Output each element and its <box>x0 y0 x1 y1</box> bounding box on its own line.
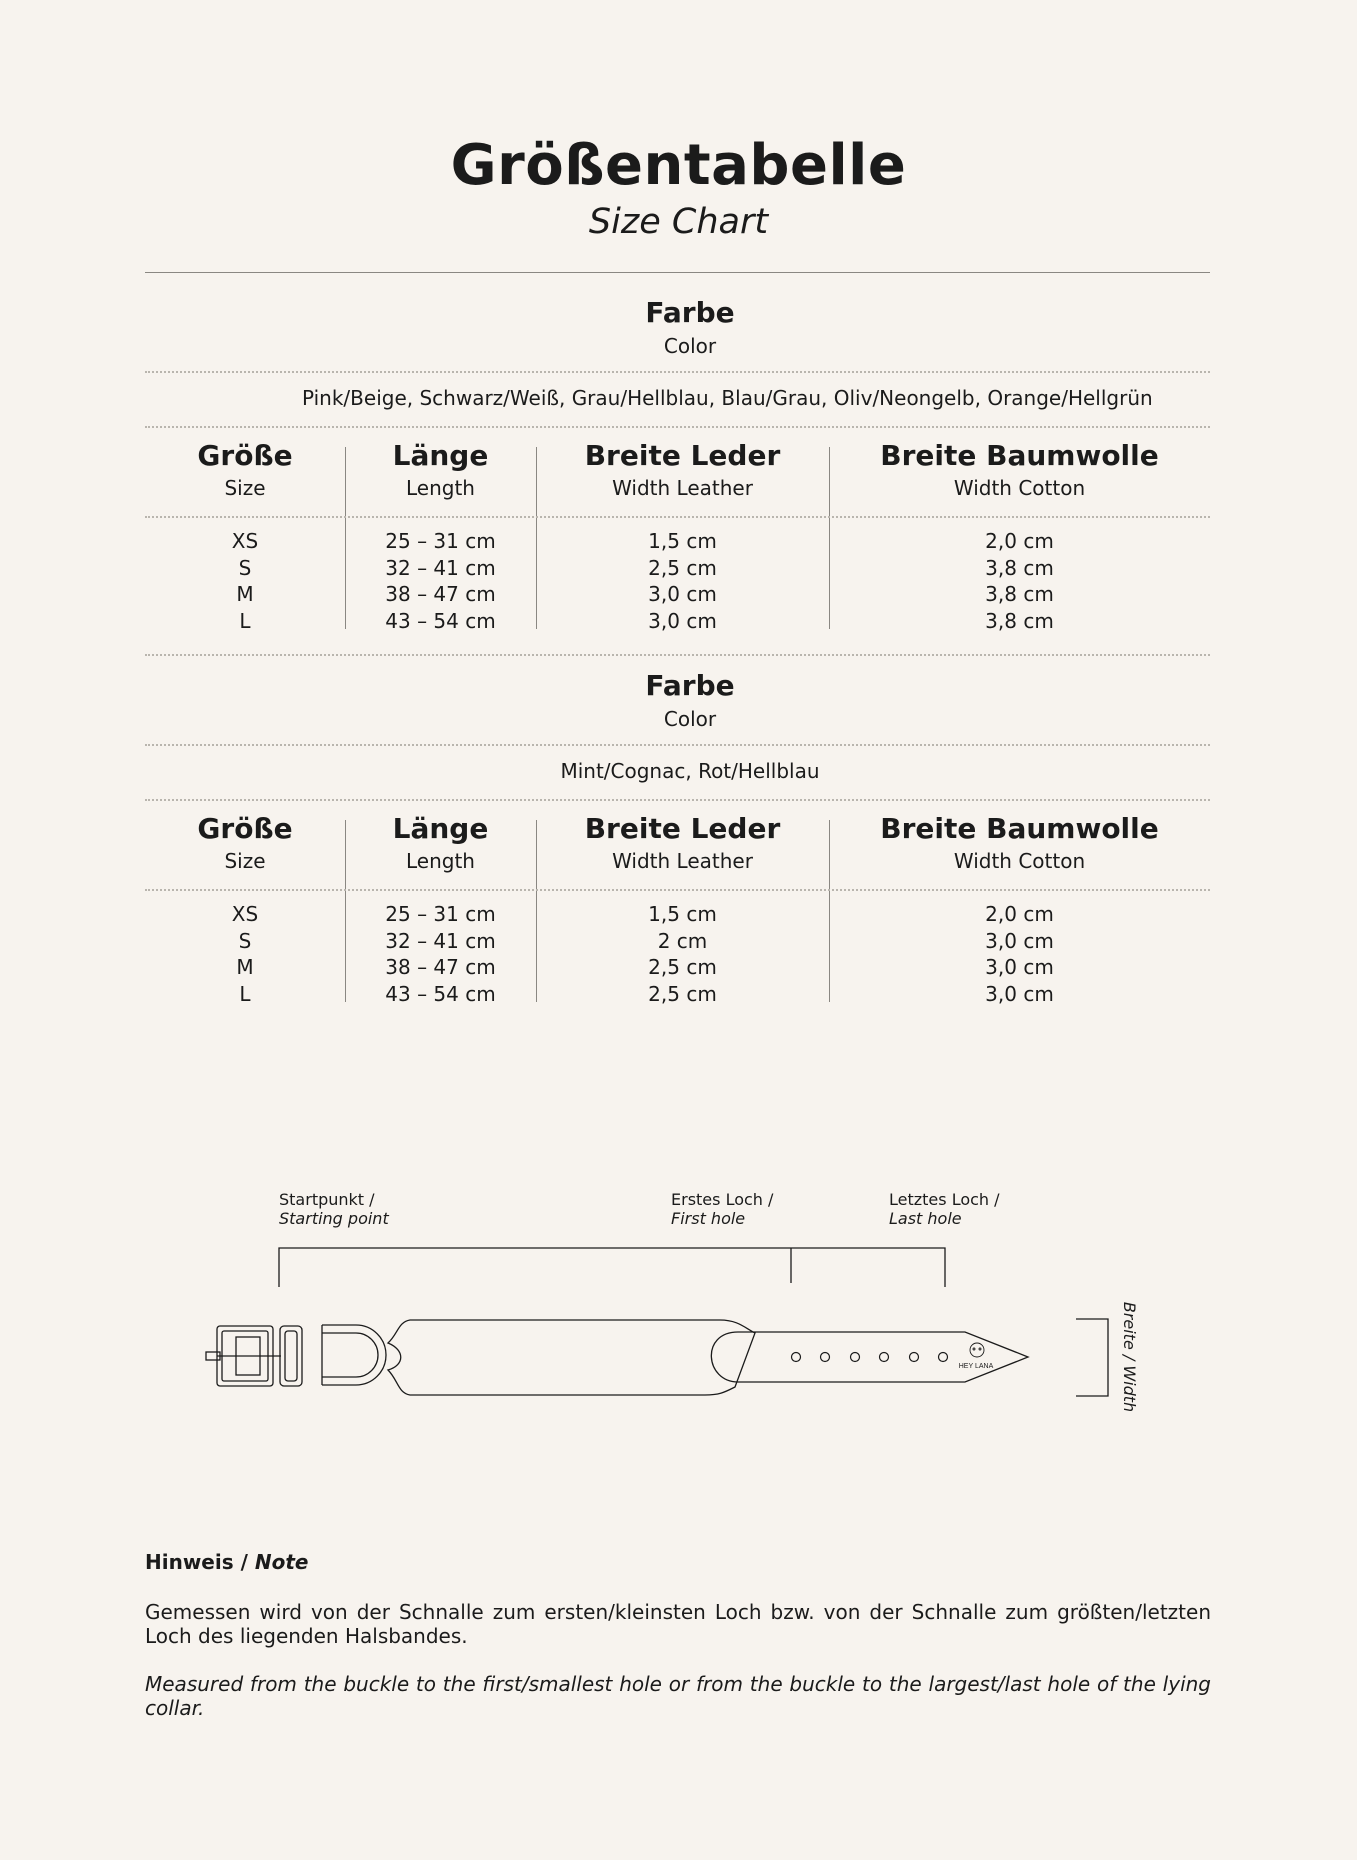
collar-strap <box>388 1320 755 1395</box>
hole <box>821 1353 830 1362</box>
label-en: Starting point <box>279 1209 389 1228</box>
dotted-divider <box>145 799 1210 801</box>
brand-logo <box>970 1343 984 1357</box>
table-cell: 3,0 cm <box>985 955 1054 980</box>
table-cell: 2,5 cm <box>648 555 717 580</box>
color-heading: Farbe <box>645 669 735 702</box>
note-heading <box>145 1550 308 1574</box>
table-cell: 43 – 54 cm <box>385 608 496 633</box>
column-leather <box>536 439 829 503</box>
keeper-loop <box>280 1326 302 1386</box>
dotted-divider <box>145 516 1210 518</box>
label-de: Startpunkt / <box>279 1190 375 1209</box>
column-leather <box>536 812 829 876</box>
brand-text: HEY LANA <box>958 1363 994 1370</box>
table-cell: M <box>236 955 254 980</box>
table-cell: 2,5 cm <box>648 955 717 980</box>
note-text-de: Gemessen wird von der Schnalle zum ersten/kleinsten Loch bzw. von der Schnalle zum größten/letzten Loch des liegenden Halsbandes. <box>145 1600 1211 1648</box>
collar-tongue <box>711 1332 1028 1382</box>
note-heading-de: Hinweis / <box>145 1550 255 1574</box>
dotted-divider <box>145 744 1210 746</box>
table-cell: 1,5 cm <box>648 902 717 926</box>
table-cell: 32 – 41 cm <box>385 928 496 953</box>
column-header: Breite Baumwolle <box>880 439 1159 472</box>
table-cell: 25 – 31 cm <box>385 529 496 553</box>
table-cell: 32 – 41 cm <box>385 555 496 580</box>
column-header: Breite Leder <box>584 812 781 845</box>
table-cell: 3,0 cm <box>648 608 717 633</box>
table-cell: S <box>238 928 252 953</box>
color-subheading: Color <box>663 707 717 731</box>
column-header: Länge <box>392 439 489 472</box>
cotton-values <box>829 528 1210 634</box>
table-cell: L <box>239 608 251 633</box>
leather-values <box>536 901 829 1007</box>
table-cell: 38 – 47 cm <box>385 955 496 980</box>
table-cell: 3,8 cm <box>985 582 1054 607</box>
table-cell: 3,0 cm <box>985 928 1054 953</box>
column-header: Breite Baumwolle <box>880 812 1159 845</box>
first-hole-label <box>671 1190 773 1228</box>
size-table <box>145 809 1210 1009</box>
column-subheader: Size <box>224 476 266 500</box>
table-cell: S <box>238 555 252 580</box>
table-cell: 43 – 54 cm <box>385 981 496 1006</box>
column-size <box>145 812 345 876</box>
column-subheader: Width Leather <box>612 476 753 500</box>
color-subheading: Color <box>663 334 717 358</box>
table-cell: 2,0 cm <box>985 902 1054 926</box>
size-table <box>145 436 1210 636</box>
column-subheader: Length <box>406 849 475 873</box>
length-values <box>345 901 536 1007</box>
column-subheader: Size <box>224 849 266 873</box>
page-subtitle: Size Chart <box>588 202 769 242</box>
hole <box>792 1353 801 1362</box>
collar-diagram <box>0 1230 1357 1440</box>
column-header: Größe <box>197 812 293 845</box>
hole <box>910 1353 919 1362</box>
column-header: Breite Leder <box>584 439 781 472</box>
table-cell: 25 – 31 cm <box>385 902 496 926</box>
d-ring <box>322 1325 386 1385</box>
table-cell: 38 – 47 cm <box>385 582 496 607</box>
dotted-divider <box>145 654 1210 656</box>
column-subheader: Length <box>406 476 475 500</box>
table-cell: 3,0 cm <box>985 981 1054 1006</box>
holes <box>792 1353 948 1362</box>
color-heading: Farbe <box>645 296 735 329</box>
table-cell: XS <box>231 902 259 926</box>
leather-values <box>536 528 829 634</box>
table-cell: 2,5 cm <box>648 981 717 1006</box>
length-values <box>345 528 536 634</box>
measurement-bracket <box>279 1248 945 1287</box>
hole <box>939 1353 948 1362</box>
column-subheader: Width Leather <box>612 849 753 873</box>
column-header: Länge <box>392 812 489 845</box>
dotted-divider <box>145 889 1210 891</box>
start-point-label <box>279 1190 389 1228</box>
table-cell: XS <box>231 529 259 553</box>
hole <box>851 1353 860 1362</box>
hole <box>880 1353 889 1362</box>
column-length <box>345 439 536 503</box>
color-list: Pink/Beige, Schwarz/Weiß, Grau/Hellblau, Blau/Grau, Oliv/Neongelb, Orange/Hellgrün <box>302 386 1153 410</box>
table-cell: 3,8 cm <box>985 555 1054 580</box>
size-values <box>145 901 345 1007</box>
page-title: Größentabelle <box>450 133 907 198</box>
column-length <box>345 812 536 876</box>
cotton-values <box>829 901 1210 1007</box>
column-subheader: Width Cotton <box>953 849 1086 873</box>
column-size <box>145 439 345 503</box>
table-cell: L <box>239 981 251 1006</box>
width-bracket <box>1076 1319 1108 1396</box>
table-cell: 3,8 cm <box>985 608 1054 633</box>
dotted-divider <box>145 371 1210 373</box>
color-list: Mint/Cognac, Rot/Hellblau <box>560 759 820 783</box>
size-values <box>145 528 345 634</box>
last-hole-label <box>889 1190 1000 1228</box>
label-de: Erstes Loch / <box>671 1190 774 1209</box>
table-cell: M <box>236 582 254 607</box>
table-cell: 2,0 cm <box>985 529 1054 553</box>
table-cell: 3,0 cm <box>648 582 717 607</box>
column-cotton <box>829 812 1210 876</box>
table-cell: 1,5 cm <box>648 529 717 553</box>
label-de: Letztes Loch / <box>889 1190 1000 1209</box>
note-heading-en: Note <box>254 1550 309 1574</box>
label-en: First hole <box>671 1209 746 1228</box>
table-cell: 2 cm <box>657 928 708 953</box>
header-divider <box>145 272 1210 273</box>
label-en: Last hole <box>889 1209 962 1228</box>
dotted-divider <box>145 426 1210 428</box>
note-text-en: Measured from the buckle to the first/smallest hole or from the buckle to the largest/last hole of the lying collar. <box>145 1672 1211 1720</box>
width-label: Breite / Width <box>1120 1301 1139 1413</box>
column-cotton <box>829 439 1210 503</box>
column-subheader: Width Cotton <box>953 476 1086 500</box>
column-header: Größe <box>197 439 293 472</box>
